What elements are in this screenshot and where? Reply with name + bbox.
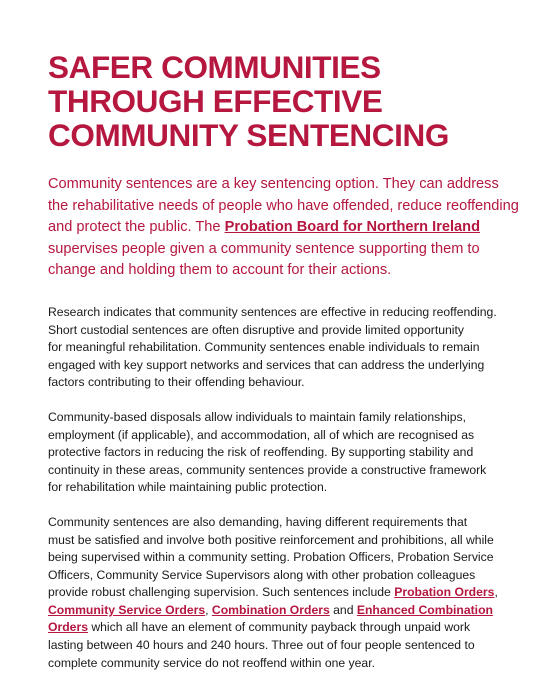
- paragraph-line: lasting between 40 hours and 240 hours. Three out of four people sentenced to: [48, 638, 475, 653]
- body-paragraph-demanding-sentences: [48, 514, 528, 672]
- intro-line: the rehabilitative needs of people who have offended, reduce reoffending: [48, 197, 519, 214]
- title-line-1: SAFER COMMUNITIES: [48, 49, 381, 85]
- paragraph-line: must be satisfied and involve both positive reinforcement and prohibitions, all while: [48, 532, 494, 547]
- paragraph-line: protective factors in reducing the risk of reoffending. By supporting stability and: [48, 445, 474, 460]
- paragraph-text: provide robust challenging supervision. Such sentences include: [48, 585, 395, 600]
- intro-line: [48, 217, 528, 239]
- document-page: [48, 50, 528, 672]
- paragraph-line: for rehabilitation while maintaining public protection.: [48, 480, 328, 495]
- intro-line: change and holding them to account for their actions.: [48, 262, 392, 279]
- probation-board-link[interactable]: Probation Board for Northern Ireland: [224, 219, 480, 236]
- combination-orders-link[interactable]: Combination Orders: [211, 602, 330, 617]
- paragraph-line: Research indicates that community sentences are effective in reducing reoffending.: [48, 304, 497, 319]
- paragraph-line: [48, 602, 528, 620]
- paragraph-line: complete community service do not reoffend within one year.: [48, 655, 375, 670]
- paragraph-line: factors contributing to their offending behaviour.: [48, 375, 305, 390]
- punctuation: ,: [205, 602, 212, 617]
- intro-line: supervises people given a community sentence supporting them to: [48, 240, 480, 257]
- body-paragraph-community-disposals: [48, 409, 528, 497]
- community-service-orders-link[interactable]: Community Service Orders: [48, 602, 206, 617]
- probation-orders-link[interactable]: Probation Orders: [394, 585, 495, 600]
- paragraph-line: being supervised within a community setting. Probation Officers, Probation Service: [48, 550, 494, 565]
- enhanced-combination-orders-link-continued[interactable]: Orders: [48, 620, 88, 635]
- title-line-3: COMMUNITY SENTENCING: [48, 117, 449, 153]
- paragraph-line: [48, 619, 528, 637]
- paragraph-line: Short custodial sentences are often disruptive and provide limited opportunity: [48, 322, 464, 337]
- punctuation: ,: [494, 585, 498, 600]
- paragraph-line: employment (if applicable), and accommodation, all of which are recognised as: [48, 427, 475, 442]
- title-line-2: THROUGH EFFECTIVE: [48, 83, 383, 119]
- enhanced-combination-orders-link[interactable]: Enhanced Combination: [356, 602, 493, 617]
- intro-line: Community sentences are a key sentencing option. They can address: [48, 176, 499, 192]
- paragraph-line: Community-based disposals allow individuals to maintain family relationships,: [48, 409, 466, 424]
- paragraph-text: which all have an element of community payback through unpaid work: [87, 620, 471, 635]
- intro-paragraph: [48, 174, 528, 282]
- page-title: [48, 50, 528, 152]
- paragraph-line: for meaningful rehabilitation. Community sentences enable individuals to remain: [48, 340, 480, 355]
- intro-text: and protect the public. The: [48, 219, 225, 236]
- paragraph-text: and: [329, 602, 357, 617]
- paragraph-line: Community sentences are also demanding, having different requirements that: [48, 514, 468, 529]
- paragraph-line: engaged with key support networks and services that can address the underlying: [48, 357, 485, 372]
- paragraph-line: [48, 584, 528, 602]
- body-paragraph-research: [48, 304, 528, 392]
- paragraph-line: continuity in these areas, community sentences provide a constructive framework: [48, 462, 487, 477]
- paragraph-line: Officers, Community Service Supervisors along with other probation colleagues: [48, 567, 476, 582]
